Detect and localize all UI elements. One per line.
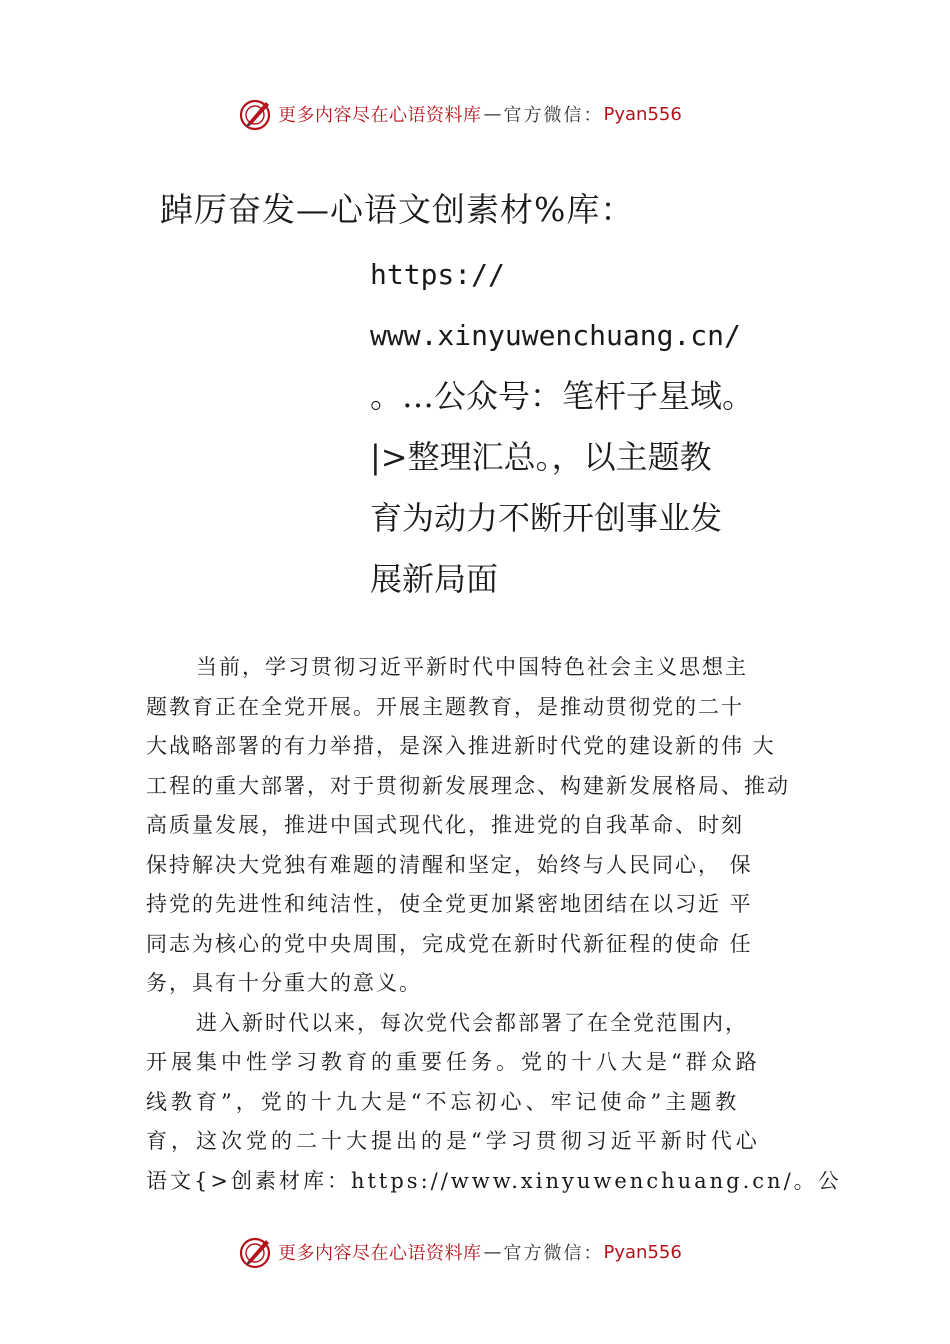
pen-logo-icon xyxy=(238,1234,274,1270)
body-line: 务，具有十分重大的意义。 xyxy=(146,971,422,995)
body-line: 保持解决大党独有难题的清醒和坚定，始终与人民同心， 保 xyxy=(146,852,753,877)
banner-wechat-id: Pyan556 xyxy=(603,103,682,125)
body-line: 进入新时代以来，每次党代会都部署了在全党范围内， xyxy=(196,1010,748,1035)
body-line: 育，这次党的二十大提出的是“学习贯彻习近平新时代心 xyxy=(146,1129,761,1153)
title-line: |>整理汇总。，以主题教 xyxy=(370,438,712,476)
footer-banner xyxy=(238,1234,682,1270)
title-continuation xyxy=(370,244,790,610)
title-line: https:// xyxy=(370,258,505,291)
banner-text: 更多内容尽在心语资料库 xyxy=(278,105,482,126)
document-title: 踔厉奋发—心语文创素材%库： xyxy=(160,190,635,229)
body-line: 语文{>创素材库：https://www.xinyuwenchuang.cn/。公 xyxy=(146,1168,842,1193)
banner-wechat-id: Pyan556 xyxy=(603,1241,682,1263)
banner-separator: — xyxy=(483,103,502,125)
banner-label: 官方微信： xyxy=(503,105,604,126)
banner-separator: — xyxy=(483,1241,502,1263)
body-line: 开展集中性学习教育的重要任务。党的十八大是“群众路 xyxy=(146,1050,761,1074)
body-line: 高质量发展，推进中国式现代化，推进党的自我革命、时刻 xyxy=(146,813,744,837)
title-line: 育为动力不断开创事业发 xyxy=(370,499,723,537)
body-line: 持党的先进性和纯洁性，使全党更加紧密地团结在以习近 平 xyxy=(146,892,753,916)
title-line: www.xinyuwenchuang.cn/ xyxy=(370,319,741,352)
body-line: 当前，学习贯彻习近平新时代中国特色社会主义思想主 xyxy=(196,655,748,679)
pen-logo-icon xyxy=(238,96,274,132)
body-line: 题教育正在全党开展。开展主题教育，是推动贯彻党的二十 xyxy=(146,694,744,719)
title-line: 展新局面 xyxy=(370,560,499,598)
banner-label: 官方微信： xyxy=(503,1243,604,1264)
title-line: 。…公众号：笔杆子星域。 xyxy=(370,377,755,415)
body-text xyxy=(146,648,842,1201)
header-banner xyxy=(238,96,682,132)
body-line: 同志为核心的党中央周围，完成党在新时代新征程的使命 任 xyxy=(146,931,753,956)
banner-text: 更多内容尽在心语资料库 xyxy=(278,1243,482,1264)
body-line: 线教育”，党的十九大是“不忘初心、牢记使命”主题教 xyxy=(146,1089,741,1114)
body-line: 工程的重大部署，对于贯彻新发展理念、构建新发展格局、推动 xyxy=(146,773,790,798)
body-line: 大战略部署的有力举措，是深入推进新时代党的建设新的伟 大 xyxy=(146,734,776,758)
